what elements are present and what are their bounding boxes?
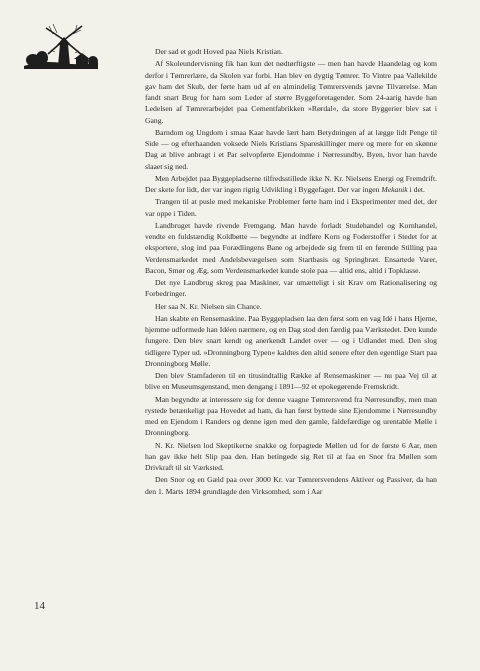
paragraph: Landbruget havde rivende Fremgang. Man havde forladt Studehandel og Kornhandel, vendte en fuldstændig Koldbøtte — begyndte at indføre Korn og Foderstoffer i Stedet for at eksportere, slog ind paa Forædlingens Bane og arbejdede sig frem til en førende Stilling paa Verdensmarkedet med Andelsbevægelsen som Startbasis og Springbræt. Ensartede Varer, Bacon, Smør og Æg, som Verdensmarkedet kunde stole paa — altid ens, altid i Topklasse. (145, 220, 437, 275)
paragraph: Den Snor og en Gæld paa over 3000 Kr. var Tømrersvendens Aktiver og Passiver, da han den 1. Marts 1894 grundlagde den Virksomhed, som i Aar (145, 475, 437, 496)
windmill-vignette-icon (22, 22, 100, 74)
paragraph: Trangen til at pusle med mekaniske Problemer førte ham ind i Eksperimenter med det, der var oppe i Tiden. (145, 197, 437, 218)
paragraph: Man begyndte at interessere sig for denne vaagne Tømrersvend fra Nørresundby, men man rystede betænkeligt paa Hovedet ad ham, da han først byttede sine Ejendomme i Nørresundby med en Ejendom i Randers og denne igen med den gamle, faldefærdige og urentable Mølle i Dronningborg. (145, 394, 437, 438)
paragraph: Her saa N. Kr. Nielsen sin Chance. (155, 301, 262, 311)
paragraph: Der sad et godt Hoved paa Niels Kristian. (155, 47, 283, 56)
page-number: 14 (34, 600, 45, 612)
paragraph: Barndom og Ungdom i smaa Kaar havde lært ham Betydningen af at lægge lidt Penge til Side — og efterhaanden voksede Niels Kristians Spareskillinger mere og mere for en skønne Dag at blive anbragt i et Par selvopførte Ejendomme i Nørresundby, Byen, hvor han havde slaaet sig ned. (145, 127, 437, 171)
paragraph: Han skabte en Rensemaskine. Paa Byggepladsen laa den først som en vag Idé i hans Hjerne, hjemme udformede han Idéen nærmere, og en Dag stod den færdig paa Værkstedet. Den kunde fungere. Den blev snart kendt og anerkendt Landet over — og i Udlandet med. Den slog tidligere Typer ud. »Dronningborg Typen« kaldtes den altid senere efter den egentlige Start paa Dronningborg Mølle. (145, 313, 437, 368)
body-text (145, 46, 437, 497)
paragraph: N. Kr. Nielsen lod Skeptikerne snakke og forpagtede Møllen ud for de første 6 Aar, men han gav ikke helt Slip paa den. Han betingede sig Ret til at faa en Snor fra Møllen som Drivkraft til sit Værksted. (145, 440, 437, 472)
paragraph: Af Skoleundervisning fik han kun det nødtørftigste — men han havde Haandelag og kom derfor i Tømrerlære, da Skolen var forbi. Han blev en dygtig Tømrer. To Vintre paa Vallekilde gav ham det Skub, der førte ham ud af en almindelig Tømrersvends jævne Tilværelse. Man fandt snart Brug for ham som Leder af større Byggeforetagender. Som 24-aarig havde han Ledelsen af Tømrerarbejdet paa Cementfabrikken »Rørdal«, da store Byggerier blev sat i Gang. (145, 59, 437, 125)
paragraph: Det nye Landbrug skreg paa Maskiner, var umætteligt i sit Krav om Rationalisering og Forbedringer. (145, 278, 437, 299)
paragraph: Den blev Stamfaderen til en titusindtallig Række af Rensemaskiner — nu paa Vej til at blive en Museumsgenstand, men dengang i 1891—92 et epokegørende Fremskridt. (145, 371, 437, 392)
paragraph: Men Arbejdet paa Byggepladserne tilfredsstillede ikke N. Kr. Nielsens Energi og Fremdrift. Der skete for lidt, der var ingen rigtig Udvikling i Byggefaget. Der var ingen Mekanik i det. (145, 173, 437, 194)
